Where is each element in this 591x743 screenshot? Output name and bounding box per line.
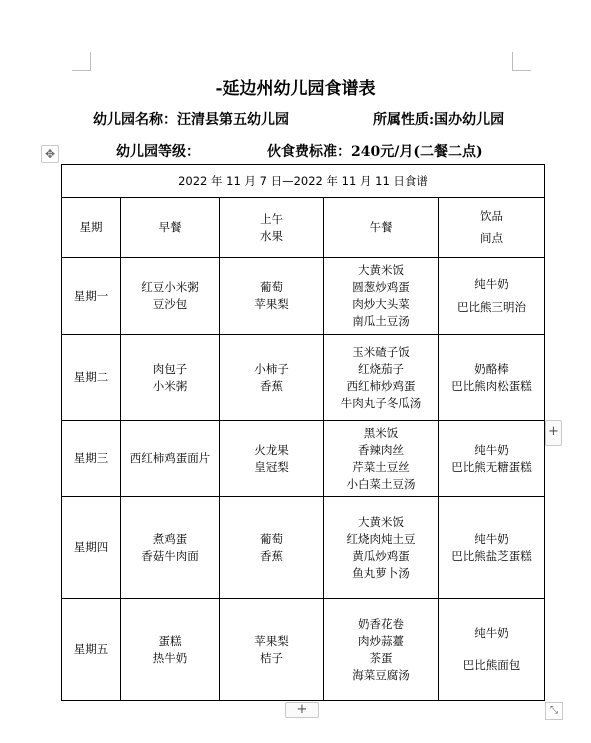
header-morning-fruit: 上午 水果 — [220, 198, 324, 258]
fruit-cell: 葡萄 苹果梨 — [220, 258, 324, 335]
lunch-cell: 奶香花卷 肉炒蒜薹 茶蛋 海菜豆腐汤 — [324, 599, 439, 701]
day-cell: 星期二 — [62, 335, 121, 421]
day-cell: 星期四 — [62, 497, 121, 599]
resize-icon[interactable]: ⤡ — [545, 702, 563, 720]
fruit-cell: 苹果梨 桔子 — [220, 599, 324, 701]
plus-icon[interactable]: + — [545, 420, 562, 446]
header-row — [62, 198, 545, 258]
breakfast-cell: 肉包子 小米粥 — [121, 335, 220, 421]
kindergarten-name: 幼儿园名称：汪清县第五幼儿园 — [93, 112, 289, 128]
lunch-cell: 玉米碴子饭 红烧茄子 西红柿炒鸡蛋 牛肉丸子冬瓜汤 — [324, 335, 439, 421]
table-row — [62, 258, 545, 335]
fruit-cell: 火龙果 皇冠梨 — [220, 421, 324, 497]
fruit-cell: 葡萄 香蕉 — [220, 497, 324, 599]
day-cell: 星期一 — [62, 258, 121, 335]
move-icon[interactable]: ✥ — [41, 145, 59, 163]
snack-cell: 奶酪棒 巴比熊肉松蛋糕 — [439, 335, 545, 421]
header-lunch: 午餐 — [324, 198, 439, 258]
header-day: 星期 — [62, 198, 121, 258]
table-row — [62, 599, 545, 701]
fruit-cell: 小柿子 香蕉 — [220, 335, 324, 421]
snack-cell: 纯牛奶 巴比熊无糖蛋糕 — [439, 421, 545, 497]
lunch-cell: 大黄米饭 圆葱炒鸡蛋 肉炒大头菜 南瓜土豆汤 — [324, 258, 439, 335]
snack-cell: 纯牛奶 巴比熊盐芝蛋糕 — [439, 497, 545, 599]
breakfast-cell: 西红柿鸡蛋面片 — [121, 421, 220, 497]
page-corner-mark-top-left — [72, 52, 91, 71]
breakfast-cell: 红豆小米粥 豆沙包 — [121, 258, 220, 335]
ownership-type: 所属性质:国办幼儿园 — [373, 112, 505, 128]
document-title: -延边州幼儿园食谱表 — [215, 79, 376, 99]
day-cell: 星期五 — [62, 599, 121, 701]
header-breakfast: 早餐 — [121, 198, 220, 258]
table-row — [62, 497, 545, 599]
meal-fee-standard: 伙食费标准：240元/月(二餐二点) — [267, 144, 483, 160]
table-row — [62, 421, 545, 497]
kindergarten-grade-label: 幼儿园等级： — [116, 144, 200, 160]
breakfast-cell: 蛋糕 热牛奶 — [121, 599, 220, 701]
header-drink-snack: 饮品 间点 — [439, 198, 545, 258]
day-cell: 星期三 — [62, 421, 121, 497]
page-corner-mark-top-right — [512, 52, 531, 71]
menu-table — [61, 164, 545, 701]
date-range: 2022 年 11 月 7 日—2022 年 11 月 11 日食谱 — [62, 165, 545, 198]
lunch-cell: 大黄米饭 红烧肉炖土豆 黄瓜炒鸡蛋 鱼丸萝卜汤 — [324, 497, 439, 599]
lunch-cell: 黑米饭 香辣肉丝 芹菜土豆丝 小白菜土豆汤 — [324, 421, 439, 497]
plus-icon[interactable]: + — [285, 702, 319, 718]
snack-cell: 纯牛奶 巴比熊面包 — [439, 599, 545, 701]
breakfast-cell: 煮鸡蛋 香菇牛肉面 — [121, 497, 220, 599]
date-range-row — [62, 165, 545, 198]
table-row — [62, 335, 545, 421]
snack-cell: 纯牛奶 巴比熊三明治 — [439, 258, 545, 335]
